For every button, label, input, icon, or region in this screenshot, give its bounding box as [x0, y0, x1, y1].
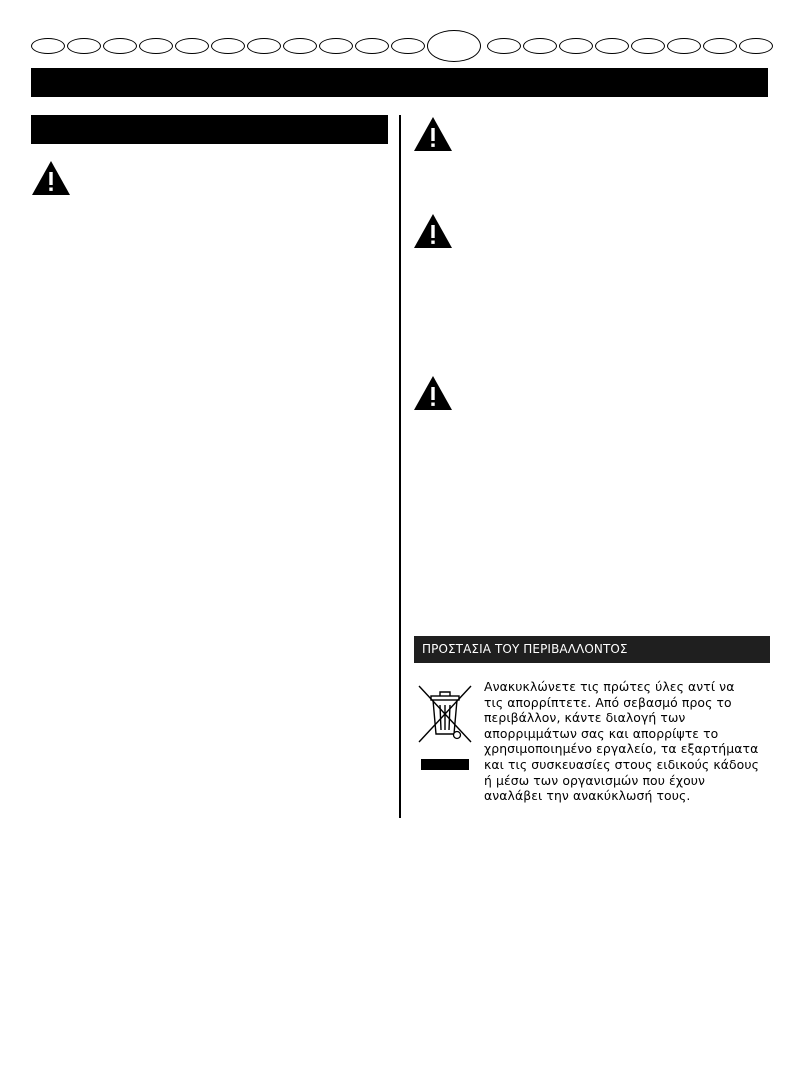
language-tab[interactable] — [391, 38, 425, 54]
language-tab[interactable] — [139, 38, 173, 54]
warning-icon — [413, 116, 453, 152]
language-tab[interactable] — [487, 38, 521, 54]
language-tab[interactable] — [67, 38, 101, 54]
crossed-out-wheelie-bin-icon — [416, 680, 474, 772]
language-tab[interactable] — [31, 38, 65, 54]
language-tab[interactable] — [703, 38, 737, 54]
column-divider — [399, 115, 401, 818]
warning-icon — [413, 375, 453, 411]
language-tab[interactable] — [211, 38, 245, 54]
warning-icon — [413, 213, 453, 249]
page-title-bar — [31, 68, 768, 97]
left-section-header-bar — [31, 115, 388, 144]
language-tab[interactable] — [283, 38, 317, 54]
language-tab[interactable] — [247, 38, 281, 54]
language-tab[interactable] — [739, 38, 773, 54]
language-tab[interactable] — [559, 38, 593, 54]
language-tab[interactable] — [175, 38, 209, 54]
environment-recycling-text: Ανακυκλώνετε τις πρώτες ύλες αντί να τις απορρίπτετε. Από σεβασμό προς το περιβάλλον, κάντε διαλογή των απορριμμάτων σας και απορρίψτε το χρησιμοποιημένο εργαλείο, τα εξαρτήματα και τις συσκευασίες στους ειδικούς κάδους ή μέσω των οργανισμών που έχουν αναλάβει την ανακύκλωσή τους. — [484, 679, 760, 804]
language-tab[interactable] — [631, 38, 665, 54]
language-tab[interactable] — [667, 38, 701, 54]
warning-icon — [31, 160, 71, 196]
language-tab-active[interactable] — [427, 30, 481, 62]
language-tab[interactable] — [103, 38, 137, 54]
language-tab[interactable] — [355, 38, 389, 54]
language-tab[interactable] — [523, 38, 557, 54]
language-tabs — [0, 30, 794, 64]
environment-section-heading: ΠΡΟΣΤΑΣΙΑ ΤΟΥ ΠΕΡΙΒΑΛΛΟΝΤΟΣ — [414, 636, 770, 663]
language-tab[interactable] — [595, 38, 629, 54]
language-tab[interactable] — [319, 38, 353, 54]
